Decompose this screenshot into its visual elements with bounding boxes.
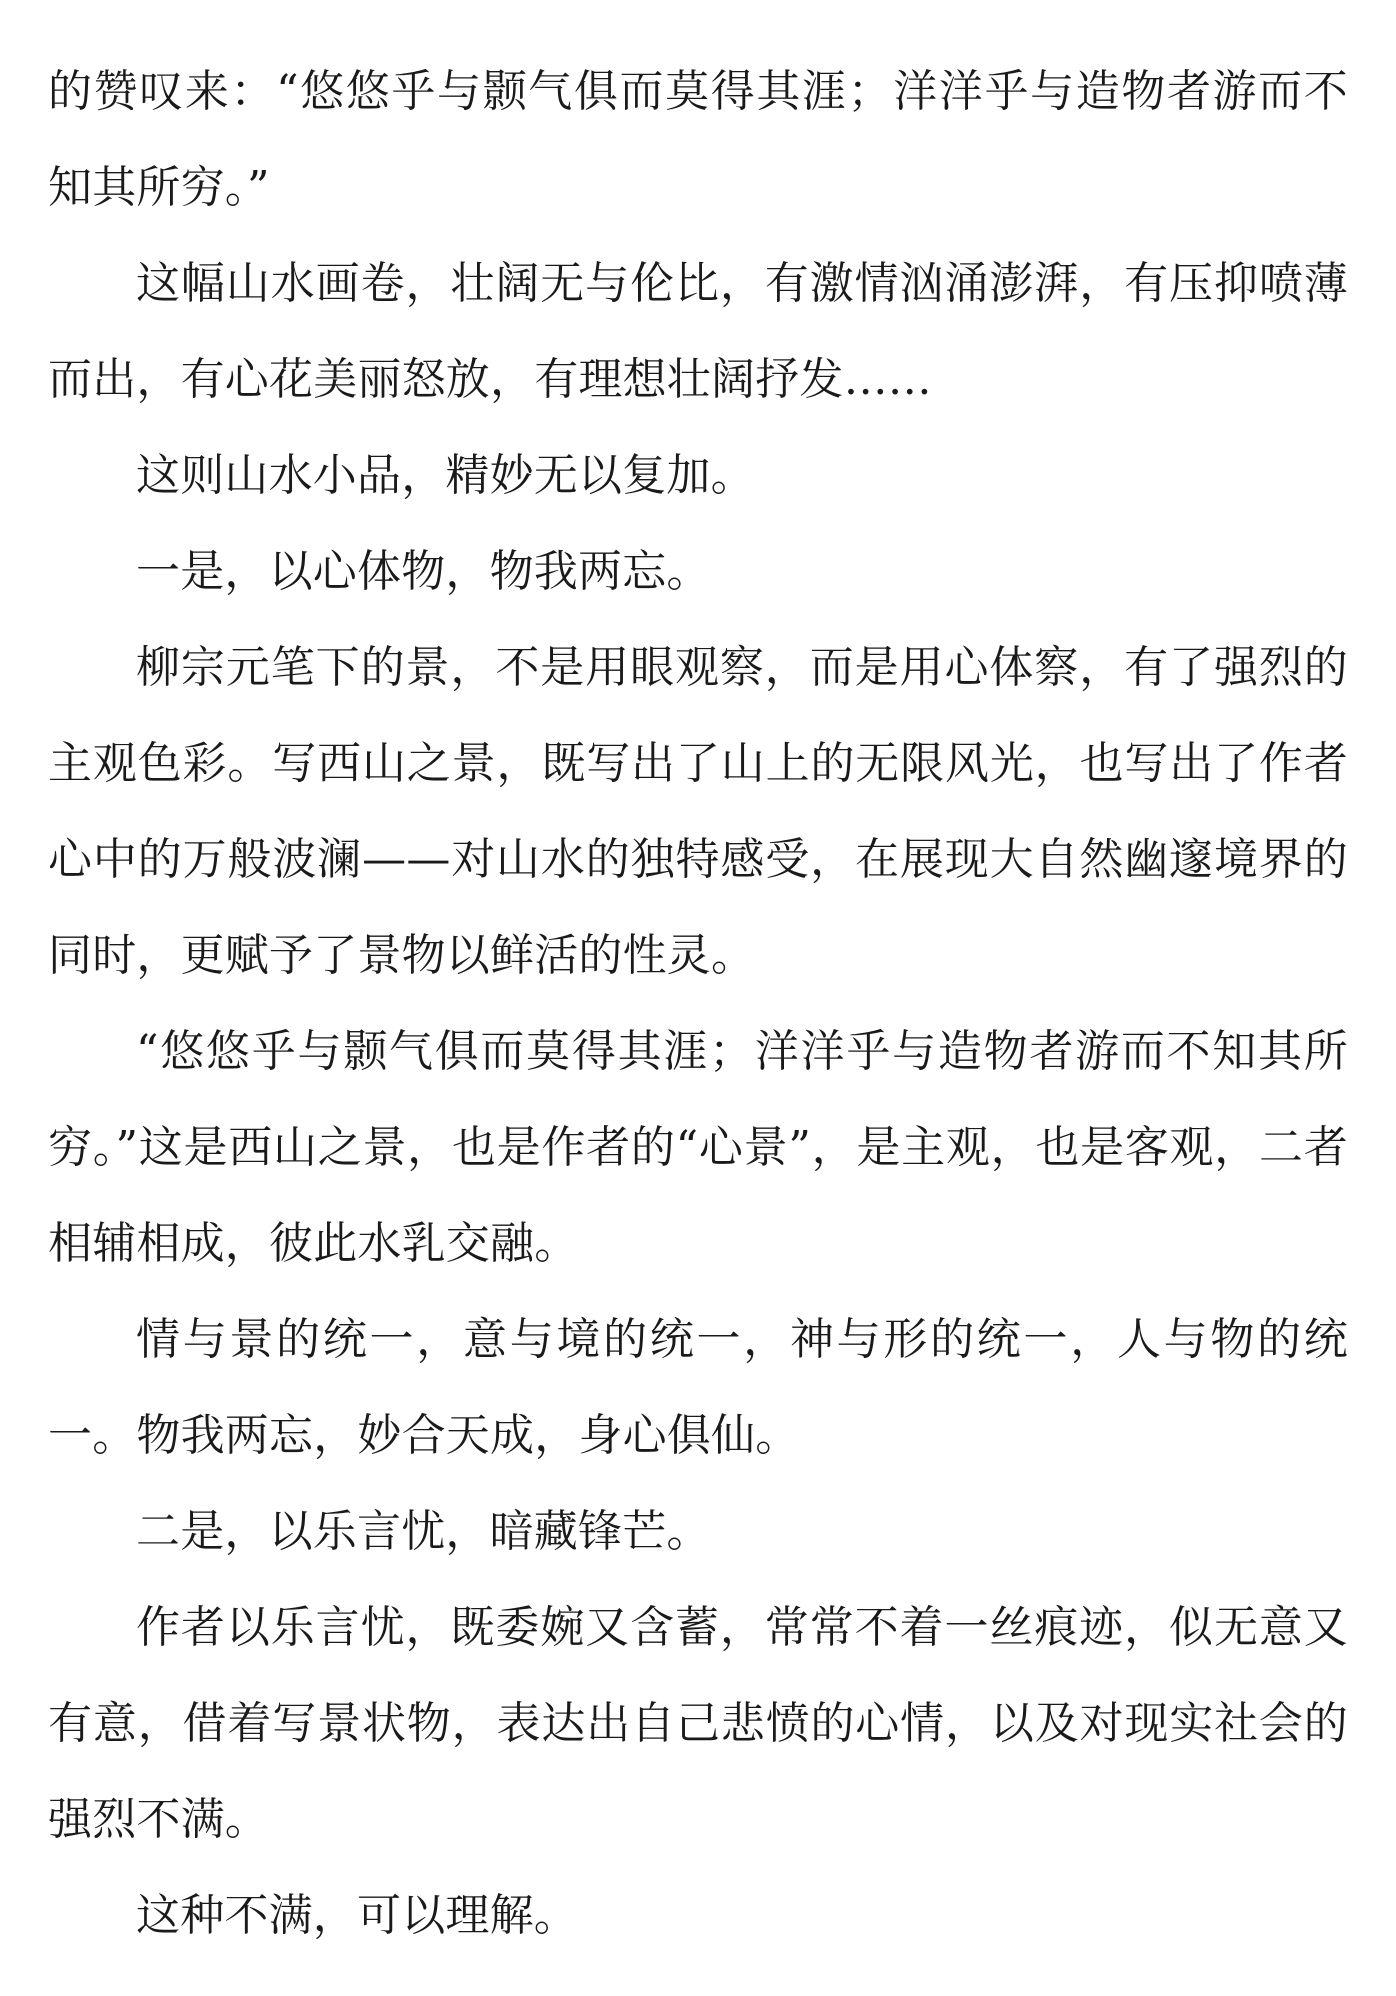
paragraph-5: 柳宗元笔下的景，不是用眼观察，而是用心体察，有了强烈的主观色彩。写西山之景，既写出了山上的无限风光，也写出了作者心中的万般波澜——对山水的独特感受，在展现大自然幽邃境界的同时，更赋予了景物以鲜活的性灵。 (48, 642, 1348, 981)
paragraph-1: 的赞叹来：“悠悠乎与颢气俱而莫得其涯；洋洋乎与造物者游而不知其所穷。” (48, 66, 1348, 213)
body-text (48, 44, 1348, 1964)
paragraph-8: 二是，以乐言忧，暗藏锋芒。 (136, 1506, 711, 1557)
paragraph-4: 一是，以心体物，物我两忘。 (136, 546, 711, 597)
paragraph-7: 情与景的统一，意与境的统一，神与形的统一，人与物的统一。物我两忘，妙合天成，身心俱仙。 (48, 1314, 1348, 1461)
paragraph-2: 这幅山水画卷，壮阔无与伦比，有激情汹涌澎湃，有压抑喷薄而出，有心花美丽怒放，有理想壮阔抒发…… (48, 258, 1348, 405)
paragraph-9: 作者以乐言忧，既委婉又含蓄，常常不着一丝痕迹，似无意又有意，借着写景状物，表达出自己悲愤的心情，以及对现实社会的强烈不满。 (48, 1602, 1348, 1845)
paragraph-10: 这种不满，可以理解。 (136, 1890, 578, 1941)
paragraph-6: “悠悠乎与颢气俱而莫得其涯；洋洋乎与造物者游而不知其所穷。”这是西山之景，也是作者的“心景”，是主观，也是客观，二者相辅相成，彼此水乳交融。 (48, 1026, 1348, 1269)
paragraph-3: 这则山水小品，精妙无以复加。 (136, 450, 755, 501)
